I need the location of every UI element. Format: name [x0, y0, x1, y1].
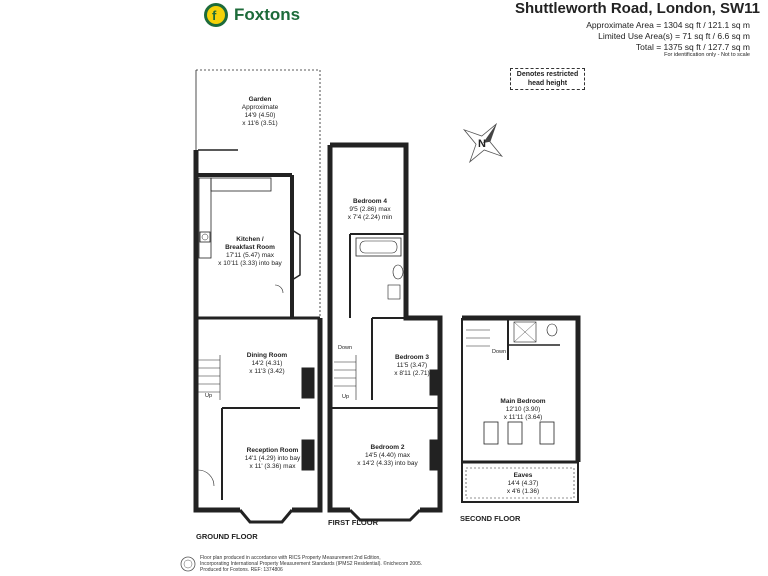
ground-floor-label: GROUND FLOOR — [196, 532, 258, 541]
footer-notes — [200, 555, 422, 573]
stairs-down-second: Down — [492, 349, 507, 355]
main-bedroom-name: Main Bedroom — [500, 398, 546, 405]
rics-logo-icon — [180, 556, 196, 572]
garden-name: Garden — [248, 96, 272, 103]
garden-label — [210, 96, 310, 128]
dining-label — [222, 352, 312, 376]
bedroom2-dim1: 14'5 (4.40) max — [365, 452, 410, 459]
stairs-down-first: Down — [338, 345, 353, 351]
approx-area: Approximate Area = 1304 sq ft / 121.1 sq m — [586, 20, 750, 30]
brand-name: Foxtons — [234, 5, 301, 24]
eaves-name: Eaves — [513, 472, 533, 479]
main-bedroom-dim1: 12'10 (3.90) — [505, 406, 541, 413]
bedroom3-dim2: x 8'11 (2.71) — [394, 370, 430, 377]
stairs-up-ground: Up — [205, 393, 213, 399]
bedroom3-dim1: 11'5 (3.47) — [396, 362, 428, 369]
dining-dim2: x 11'3 (3.42) — [249, 368, 285, 375]
second-floor-label: SECOND FLOOR — [460, 514, 521, 523]
kitchen-dim1: 17'11 (5.47) max — [225, 252, 275, 259]
property-title: Shuttleworth Road, London, SW11 — [515, 0, 760, 17]
bedroom2-label — [340, 444, 435, 468]
dining-dim1: 14'2 (4.31) — [251, 360, 283, 367]
scale-note: For identification only - Not to scale — [664, 52, 750, 58]
garden-dim1: 14'9 (4.50) — [244, 112, 276, 119]
compass-letter: N — [478, 138, 486, 150]
first-floor-label: FIRST FLOOR — [328, 518, 378, 527]
reception-dim1: 14'1 (4.29) into bay — [244, 455, 301, 462]
eaves-dim1: 14'4 (4.37) — [507, 480, 539, 487]
total-area: Total = 1375 sq ft / 127.7 sq m — [635, 42, 750, 52]
footer-line2: Incorporating International Property Measurement Standards (IPMS2 Residential). ©nichecom 2005. — [200, 561, 423, 567]
garden-desc: Approximate — [241, 104, 279, 111]
dining-name: Dining Room — [246, 352, 288, 359]
limited-use-area: Limited Use Area(s) = 71 sq ft / 6.6 sq m — [598, 31, 750, 41]
reception-label — [225, 447, 320, 471]
reception-name: Reception Room — [246, 447, 299, 454]
footer-line3: Produced for Foxtons. REF: 1374806 — [200, 567, 283, 573]
restricted-height-legend: Denotes restricted head height — [510, 68, 585, 90]
bedroom2-dim2: x 14'2 (4.33) into bay — [357, 460, 418, 467]
svg-text:f: f — [212, 8, 217, 23]
kitchen-name2: Breakfast Room — [225, 244, 275, 251]
bedroom4-dim2: x 7'4 (2.24) min — [347, 214, 393, 221]
kitchen-dim2: x 10'11 (3.33) into bay — [218, 260, 282, 267]
stairs-up-first: Up — [342, 394, 350, 400]
garden-dim2: x 11'6 (3.51) — [242, 120, 278, 127]
bedroom3-name: Bedroom 3 — [395, 354, 429, 361]
bedroom4-dim1: 9'5 (2.86) max — [349, 206, 391, 213]
bedroom3-label — [380, 354, 444, 378]
kitchen-label — [200, 236, 300, 268]
eaves-label — [478, 472, 568, 496]
bedroom4-name: Bedroom 4 — [353, 198, 387, 205]
reception-dim2: x 11' (3.36) max — [249, 463, 296, 470]
bedroom4-label — [334, 198, 406, 222]
bedroom2-name: Bedroom 2 — [370, 444, 405, 451]
main-bedroom-label — [478, 398, 568, 422]
eaves-dim2: x 4'6 (1.36) — [506, 488, 540, 495]
kitchen-name: Kitchen / — [236, 236, 264, 243]
main-bedroom-dim2: x 11'11 (3.64) — [503, 414, 543, 421]
footer-line1: Floor plan produced in accordance with RICS Property Measurement 2nd Edition, — [200, 555, 381, 561]
